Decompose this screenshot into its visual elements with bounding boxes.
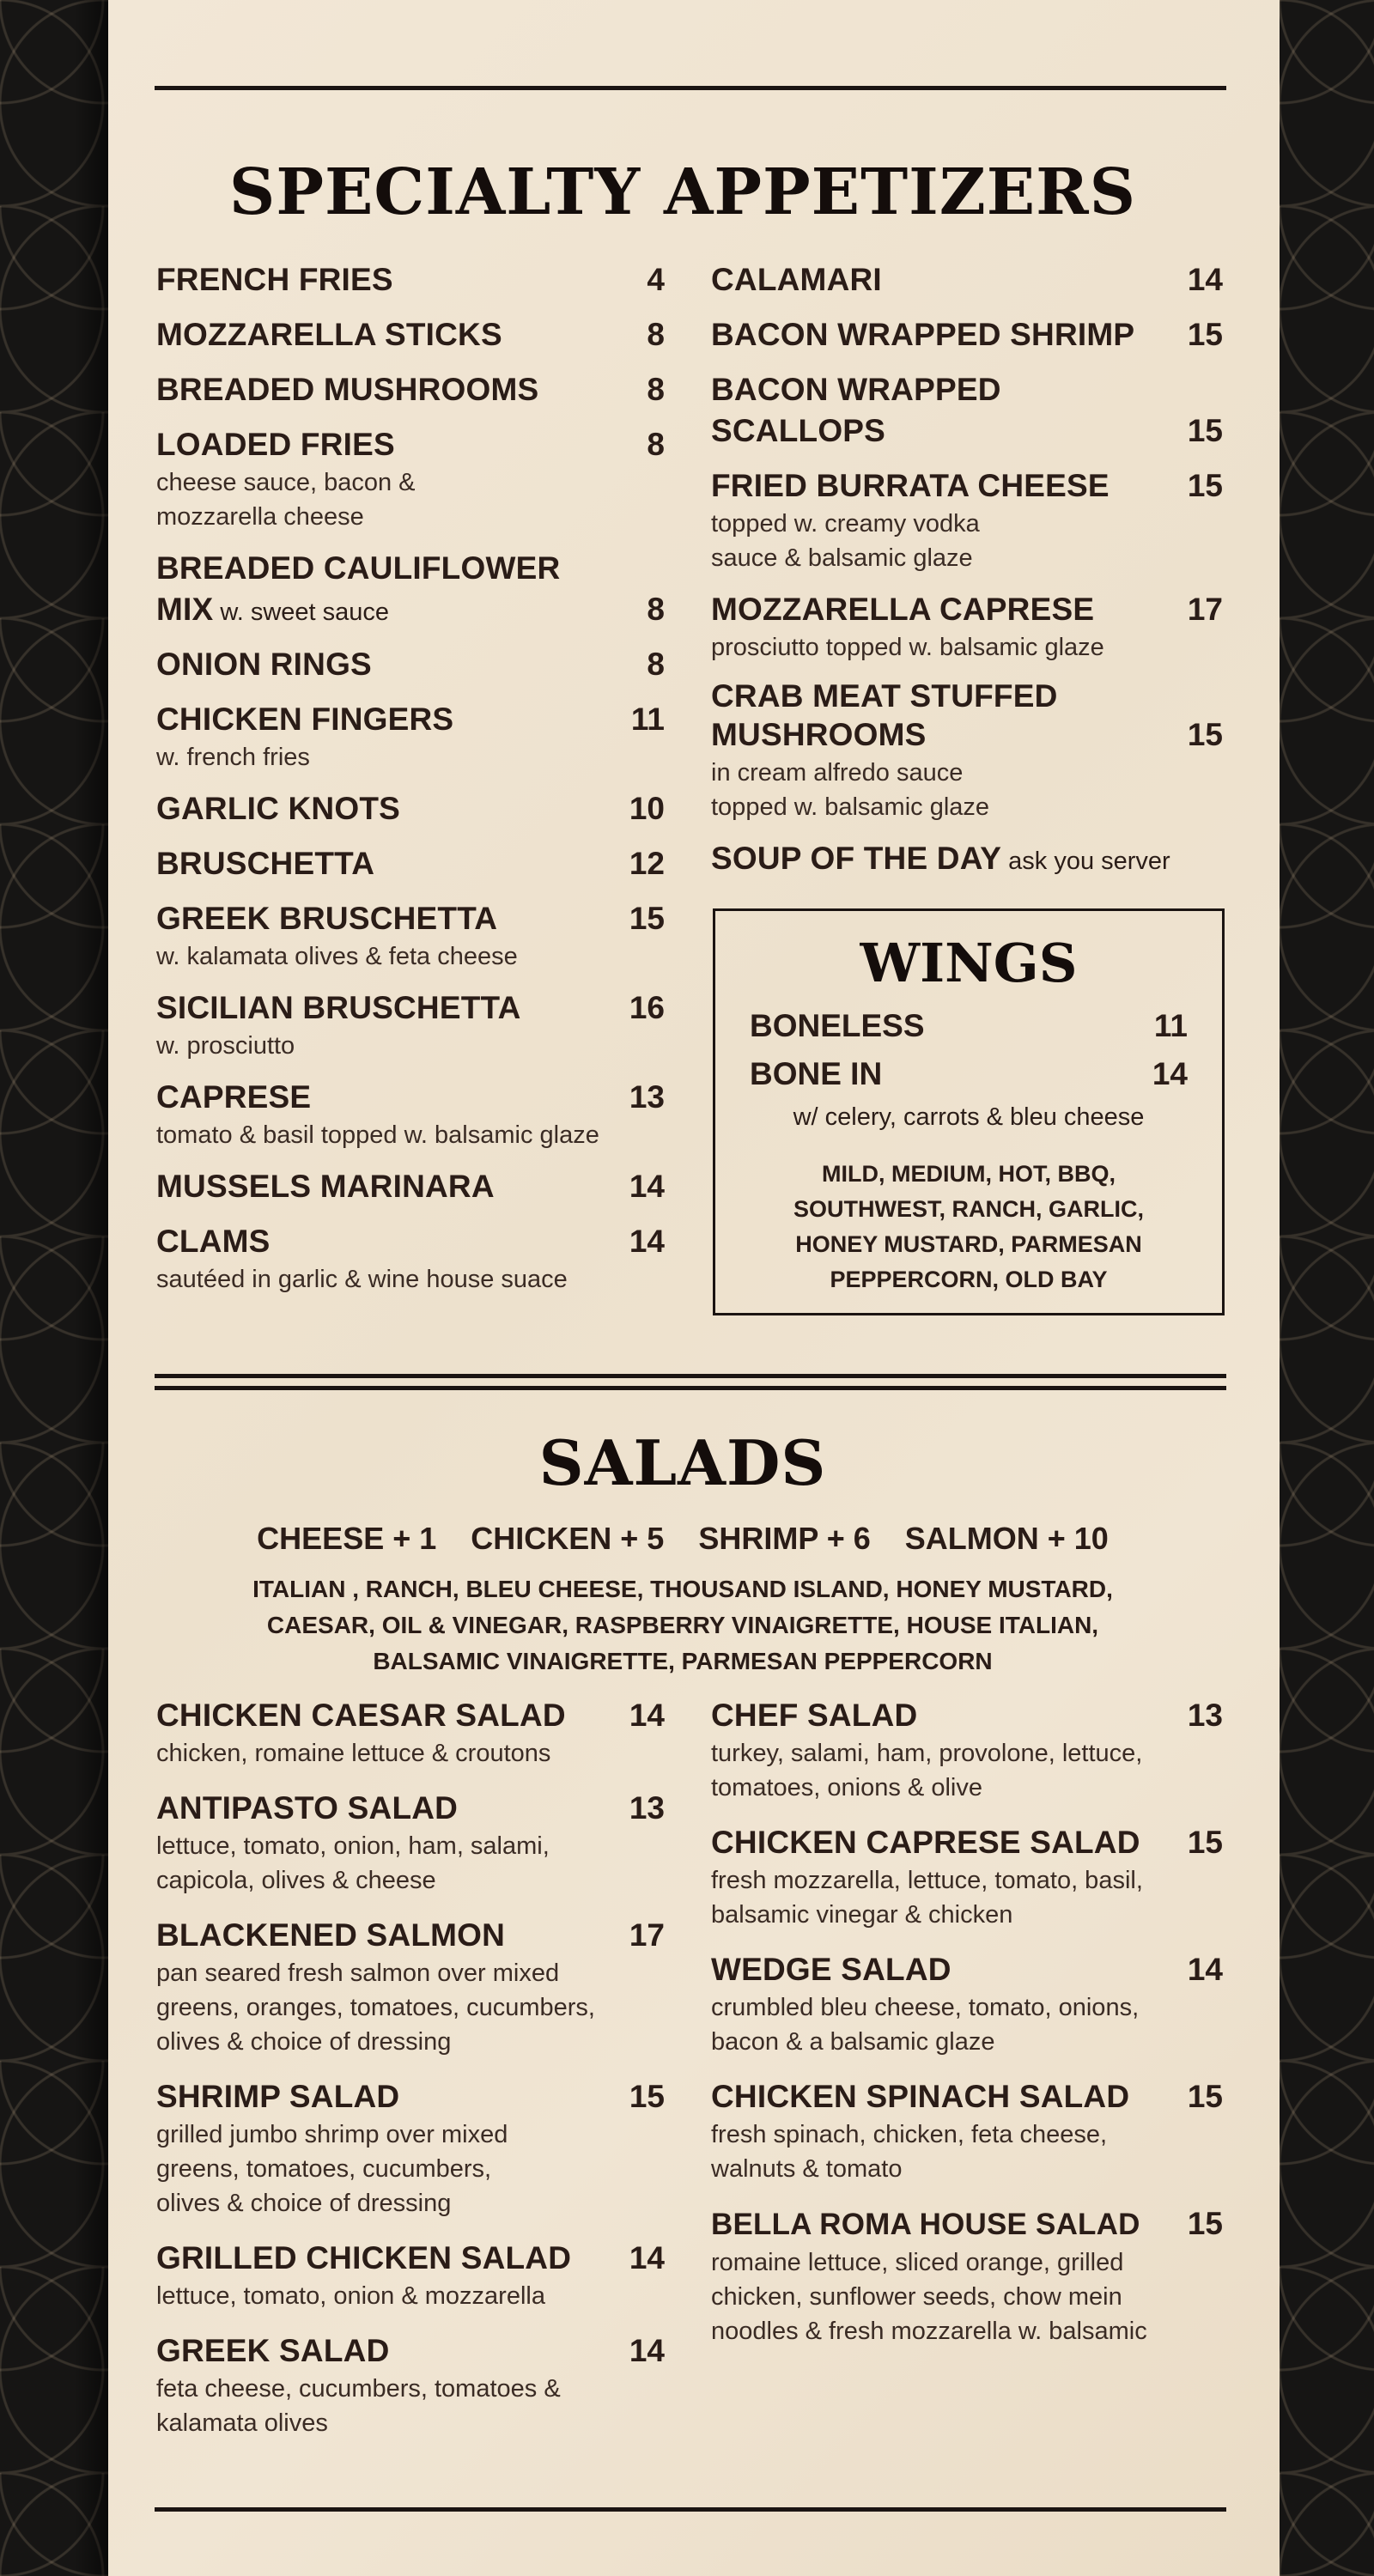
list-item [156, 314, 665, 355]
item-description: topped w. balsamic glaze [711, 793, 990, 821]
item-description: olives & choice of dressing [156, 2190, 452, 2217]
item-price: 14 [629, 1169, 665, 1204]
item-name: CHICKEN CAPRESE SALAD [711, 1825, 1140, 1860]
item-description: w. french fries [156, 744, 310, 771]
item-description: w. kalamata olives & feta cheese [156, 943, 518, 970]
item-name: LOADED FRIES [156, 427, 395, 462]
item-description: fresh mozzarella, lettuce, tomato, basil, [711, 1867, 1143, 1894]
item-description: prosciutto topped w. balsamic glaze [711, 634, 1104, 661]
item-description: w. prosciutto [156, 1032, 295, 1060]
item-price: 15 [1187, 1825, 1223, 1860]
item-name: BONE IN [750, 1056, 883, 1091]
salads-left-column [156, 1695, 665, 2459]
item-description: greens, oranges, tomatoes, cucumbers, [156, 1994, 595, 2021]
item-price: 14 [1187, 262, 1223, 297]
item-price: 17 [1187, 592, 1223, 627]
list-item [156, 1166, 665, 1207]
appetizers-right-column [711, 259, 1223, 898]
list-item [156, 843, 665, 884]
sauce-line: HONEY MUSTARD, PARMESAN [795, 1231, 1142, 1257]
salads-title: SALADS [538, 1426, 827, 1499]
item-description: lettuce, tomato, onion, ham, salami, [156, 1832, 550, 1860]
item-description: greens, tomatoes, cucumbers, [156, 2155, 492, 2183]
menu-page [108, 0, 1280, 2576]
item-name-line2: MUSHROOMS [711, 717, 927, 752]
list-item [711, 2203, 1223, 2348]
item-price: 11 [630, 702, 665, 737]
item-price: 13 [629, 1790, 665, 1826]
list-item [156, 1915, 665, 2059]
item-description: topped w. creamy vodka [711, 510, 980, 538]
item-price: 8 [647, 372, 665, 407]
wings-note: w/ celery, carrots & bleu cheese [793, 1103, 1145, 1131]
wings-sauces [715, 1157, 1222, 1297]
list-item [156, 699, 665, 775]
dressing-line: ITALIAN , RANCH, BLEU CHEESE, THOUSAND ISLAND, HONEY MUSTARD, [252, 1576, 1113, 1602]
item-name: MUSSELS MARINARA [156, 1169, 495, 1204]
item-name: BACON WRAPPED [711, 372, 1001, 407]
dressing-line: BALSAMIC VINAIGRETTE, PARMESAN PEPPERCORN [373, 1648, 993, 1674]
item-name: CHICKEN FINGERS [156, 702, 454, 737]
item-description: kalamata olives [156, 2409, 328, 2437]
list-item [156, 2076, 665, 2221]
salad-dressings [228, 1571, 1137, 1680]
item-price: 16 [629, 990, 665, 1025]
item-name: GREEK SALAD [156, 2333, 390, 2368]
top-divider [155, 86, 1226, 90]
list-item [156, 644, 665, 685]
item-description: chicken, romaine lettuce & croutons [156, 1740, 551, 1767]
item-name: ONION RINGS [156, 647, 372, 682]
list-item [711, 1822, 1223, 1932]
item-price: 14 [629, 2333, 665, 2368]
item-name: CHICKEN CAESAR SALAD [156, 1698, 566, 1733]
list-item [156, 1788, 665, 1898]
item-name: SOUP OF THE DAY [711, 841, 1002, 876]
item-description: sauce & balsamic glaze [711, 544, 973, 572]
item-name: ANTIPASTO SALAD [156, 1790, 459, 1826]
item-note: ask you server [1008, 848, 1170, 875]
list-item [711, 1949, 1223, 2059]
item-name: CALAMARI [711, 262, 882, 297]
list-item [711, 589, 1223, 665]
item-name: GARLIC KNOTS [156, 791, 401, 826]
list-item [156, 1077, 665, 1152]
item-name: SHRIMP SALAD [156, 2079, 400, 2114]
item-name: GREEK BRUSCHETTA [156, 901, 498, 936]
item-name: BLACKENED SALMON [156, 1917, 506, 1953]
item-price: 17 [629, 1917, 665, 1953]
item-price: 12 [629, 846, 665, 881]
item-description: crumbled bleu cheese, tomato, onions, [711, 1994, 1140, 2021]
item-description: noodles & fresh mozzarella w. balsamic [711, 2318, 1147, 2345]
item-price: 15 [1187, 717, 1223, 752]
item-name: CHICKEN SPINACH SALAD [711, 2079, 1130, 2114]
item-description: cheese sauce, bacon & mozzarella cheese [156, 469, 416, 531]
item-name: CRAB MEAT STUFFED [711, 678, 1058, 714]
item-name: FRENCH FRIES [156, 262, 393, 297]
item-description: chicken, sunflower seeds, chow mein [711, 2283, 1122, 2311]
list-item [711, 678, 1223, 824]
item-description: sautéed in garlic & wine house suace [156, 1266, 568, 1293]
item-description: pan seared fresh salmon over mixed [156, 1959, 560, 1987]
item-name-line2: SCALLOPS [711, 413, 886, 448]
list-item [711, 259, 1223, 301]
item-name: BONELESS [750, 1008, 925, 1043]
item-price: 15 [629, 2079, 665, 2114]
list-item [711, 2076, 1223, 2186]
list-item [156, 424, 665, 534]
item-name: WEDGE SALAD [711, 1952, 951, 1987]
list-item [711, 314, 1223, 355]
item-price: 10 [629, 791, 665, 826]
appetizers-left-column [156, 259, 665, 1310]
item-price: 14 [629, 1698, 665, 1733]
list-item [156, 2330, 665, 2440]
item-description: bacon & a balsamic glaze [711, 2028, 995, 2056]
item-description: tomatoes, onions & olive [711, 1774, 982, 1801]
item-description: walnuts & tomato [711, 2155, 903, 2183]
addon: CHEESE + 1 [257, 1521, 437, 1556]
item-price: 14 [629, 2240, 665, 2275]
item-price: 8 [647, 317, 665, 352]
item-price: 15 [1187, 413, 1223, 448]
section-divider [155, 1374, 1226, 1378]
item-price: 14 [629, 1224, 665, 1259]
item-description: lettuce, tomato, onion & mozzarella [156, 2282, 545, 2310]
item-name: CAPRESE [156, 1079, 312, 1115]
list-item [715, 1002, 1222, 1050]
list-item [156, 987, 665, 1063]
item-price: 15 [1187, 468, 1223, 503]
item-description: grilled jumbo shrimp over mixed [156, 2121, 508, 2148]
addon: CHICKEN + 5 [471, 1521, 665, 1556]
list-item [156, 898, 665, 974]
bottom-divider [155, 2507, 1226, 2512]
item-price: 13 [1187, 1698, 1223, 1733]
item-name: CHEF SALAD [711, 1698, 918, 1733]
list-item [156, 259, 665, 301]
list-item [715, 1050, 1222, 1098]
item-description: romaine lettuce, sliced orange, grilled [711, 2249, 1124, 2276]
addon: SHRIMP + 6 [698, 1521, 871, 1556]
sauce-line: SOUTHWEST, RANCH, GARLIC, [793, 1196, 1144, 1222]
list-item [156, 1221, 665, 1297]
item-price: 14 [1187, 1952, 1223, 1987]
item-description: olives & choice of dressing [156, 2028, 452, 2056]
item-description: turkey, salami, ham, provolone, lettuce, [711, 1740, 1143, 1767]
section-divider [155, 1386, 1226, 1390]
item-name: MOZZARELLA STICKS [156, 317, 502, 352]
item-price: 8 [647, 592, 665, 627]
salads-right-column [711, 1695, 1223, 2367]
list-item [156, 788, 665, 829]
list-item [156, 548, 665, 630]
item-note: w. sweet sauce [220, 598, 390, 626]
item-name: GRILLED CHICKEN SALAD [156, 2240, 572, 2275]
item-price: 11 [1153, 1008, 1188, 1043]
item-name: CLAMS [156, 1224, 271, 1259]
list-item [711, 1695, 1223, 1805]
item-description: capicola, olives & cheese [156, 1867, 436, 1894]
item-name: BRUSCHETTA [156, 846, 375, 881]
item-description: fresh spinach, chicken, feta cheese, [711, 2121, 1108, 2148]
item-name: SICILIAN BRUSCHETTA [156, 990, 521, 1025]
item-description: balsamic vinegar & chicken [711, 1901, 1013, 1929]
list-item [156, 2238, 665, 2313]
wings-box [713, 908, 1225, 1315]
sauce-line: MILD, MEDIUM, HOT, BBQ, [822, 1161, 1116, 1187]
item-name: BACON WRAPPED SHRIMP [711, 317, 1135, 352]
addon: SALMON + 10 [904, 1521, 1109, 1556]
list-item [156, 369, 665, 410]
item-name: FRIED BURRATA CHEESE [711, 468, 1110, 503]
item-name: BREADED CAULIFLOWER [156, 550, 561, 586]
item-price: 4 [647, 262, 665, 297]
list-item [711, 369, 1223, 452]
item-price: 15 [629, 901, 665, 936]
item-name: BREADED MUSHROOMS [156, 372, 539, 407]
item-price: 15 [1187, 317, 1223, 352]
list-item [156, 1695, 665, 1771]
item-price: 8 [647, 647, 665, 682]
item-price: 8 [647, 427, 665, 462]
item-price: 14 [1152, 1056, 1188, 1091]
salad-addons [108, 1518, 1257, 1559]
item-description: feta cheese, cucumbers, tomatoes & [156, 2375, 561, 2403]
appetizers-title: SPECIALTY APPETIZERS [228, 155, 1137, 229]
item-price: 15 [1187, 2206, 1223, 2241]
dressing-line: CAESAR, OIL & VINEGAR, RASPBERRY VINAIGRETTE, HOUSE ITALIAN, [266, 1612, 1099, 1638]
item-name: MOZZARELLA CAPRESE [711, 592, 1095, 627]
left-decorative-border [0, 0, 108, 2576]
right-decorative-border [1280, 0, 1374, 2576]
list-item [711, 838, 1223, 879]
item-price: 15 [1187, 2079, 1223, 2114]
sauce-line: PEPPERCORN, OLD BAY [830, 1267, 1108, 1292]
wings-title: WINGS [860, 932, 1078, 994]
list-item [711, 465, 1223, 575]
item-description: tomato & basil topped w. balsamic glaze [156, 1121, 599, 1149]
item-description: in cream alfredo sauce [711, 759, 964, 787]
item-name: BELLA ROMA HOUSE SALAD [711, 2208, 1140, 2241]
item-price: 13 [629, 1079, 665, 1115]
item-name-line2: MIX [156, 592, 214, 627]
